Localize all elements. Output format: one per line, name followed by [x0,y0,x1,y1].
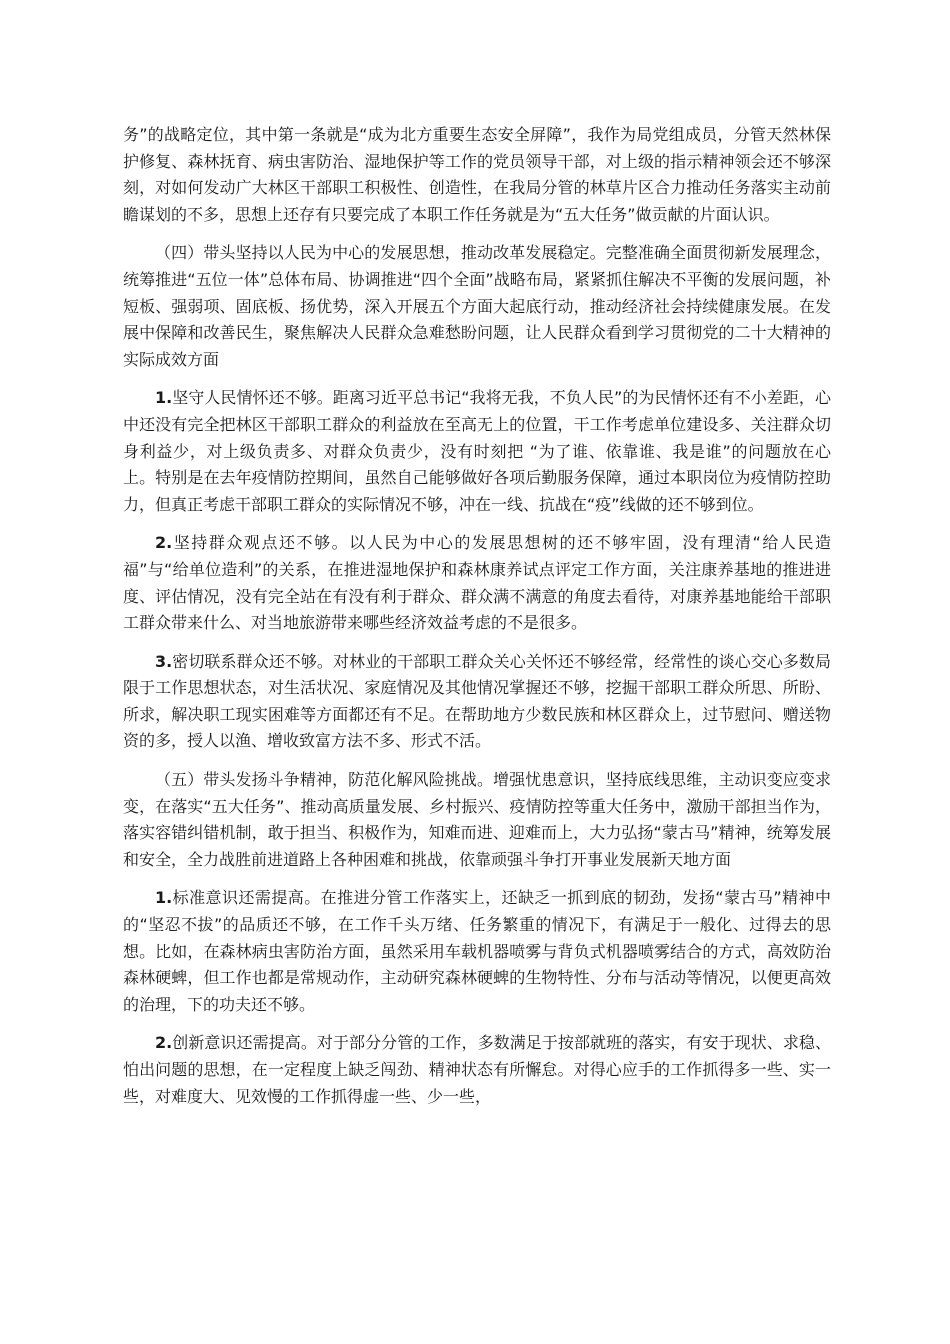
paragraph-text: 坚守人民情怀还不够。距离习近平总书记“我将无我，不负人民”的为民情怀还有不小差距，心中还没有完全把林区干部职工群众的利益放在至高无上的位置，干工作考虑单位建设多、关注群众切身利益少，对上级负责多、对群众负责少，没有时刻把 “为了谁、依靠谁、我是谁”的问题放在心上。特别是在去年疫情防控期间，虽然自己能够做好各项后勤服务保障，通过本职岗位为疫情防控助力，但真正考虑干部职工群众的实际情况不够，冲在一线、抗战在“疫”线做的还不够到位。 [123,388,831,514]
paragraph-text: 坚持群众观点还不够。以人民为中心的发展思想树的还不够牢固，没有理清“给人民造福”与“给单位造利”的关系，在推进湿地保护和森林康养试点评定工作方面，关注康养基地的推进进度、评估情况，没有完全站在有没有利于群众、群众满不满意的角度去看待，对康养基地能给干部职工群众带来什么、对当地旅游带来哪些经济效益考虑的不是很多。 [123,533,831,633]
paragraph-text: 创新意识还需提高。对于部分分管的工作，多数满足于按部就班的落实，有安于现状、求稳、怕出问题的思想，在一定程度上缺乏闯劲、精神状态有所懈怠。对得心应手的工作抓得多一些、实一些，对难度大、见效慢的工作抓得虚一些、少一些， [123,1033,831,1106]
paragraph-item [123,530,831,636]
document-body [123,122,831,1122]
paragraph-item [123,385,831,518]
paragraph-continuation [123,122,831,228]
item-number: 3. [155,651,173,671]
paragraph-text: 密切联系群众还不够。对林业的干部职工群众关心关怀还不够经常，经常性的谈心交心多数局限于工作思想状态，对生活状况、家庭情况及其他情况掌握还不够，挖掘干部职工群众所思、所盼、所求，解决职工现实困难等方面都还有不足。在帮助地方少数民族和林区群众上，过节慰问、赠送物资的多，授人以渔、增收致富方法不多、形式不活。 [123,651,831,751]
paragraph-item [123,885,831,1018]
item-number: 1. [155,888,173,908]
paragraph-section-5 [123,767,831,873]
paragraph-section-4 [123,240,831,373]
paragraph-text: （五）带头发扬斗争精神，防范化解风险挑战。增强忧患意识，坚持底线思维，主动识变应变求变，在落实“五大任务”、推动高质量发展、乡村振兴、疫情防控等重大任务中，激励干部担当作为，落实容错纠错机制，敢于担当、积极作为，知难而进、迎难而上，大力弘扬“蒙古马”精神，统筹发展和安全，全力战胜前进道路上各种困难和挑战，依靠顽强斗争打开事业发展新天地方面 [123,770,831,869]
paragraph-item [123,649,831,755]
item-number: 1. [155,388,173,408]
paragraph-item [123,1030,831,1110]
paragraph-text: （四）带头坚持以人民为中心的发展思想，推动改革发展稳定。完整准确全面贯彻新发展理念，统筹推进“五位一体”总体布局、协调推进“四个全面”战略布局，紧紧抓住解决不平衡的发展问题，补短板、强弱项、固底板、扬优势，深入开展五个方面大起底行动，推动经济社会持续健康发展。在发展中保障和改善民生，聚焦解决人民群众急难愁盼问题，让人民群众看到学习贯彻党的二十大精神的实际成效方面 [123,243,831,369]
item-number: 2. [155,533,173,553]
paragraph-text: 标准意识还需提高。在推进分管工作落实上，还缺乏一抓到底的韧劲，发扬“蒙古马”精神中的“坚忍不拔”的品质还不够，在工作千头万绪、任务繁重的情况下，有满足于一般化、过得去的思想。比如，在森林病虫害防治方面，虽然采用车载机器喷雾与背负式机器喷雾结合的方式，高效防治森林硬蜱，但工作也都是常规动作，主动研究森林硬蜱的生物特性、分布与活动等情况，以便更高效的治理，下的功夫还不够。 [123,888,831,1014]
paragraph-text: 务”的战略定位，其中第一条就是“成为北方重要生态安全屏障”，我作为局党组成员，分管天然林保护修复、森林抚育、病虫害防治、湿地保护等工作的党员领导干部，对上级的指示精神领会还不够深刻，对如何发动广大林区干部职工积极性、创造性，在我局分管的林草片区合力推动任务落实主动前瞻谋划的不多，思想上还存有只要完成了本职工作任务就是为“五大任务”做贡献的片面认识。 [123,125,831,224]
item-number: 2. [155,1033,173,1053]
